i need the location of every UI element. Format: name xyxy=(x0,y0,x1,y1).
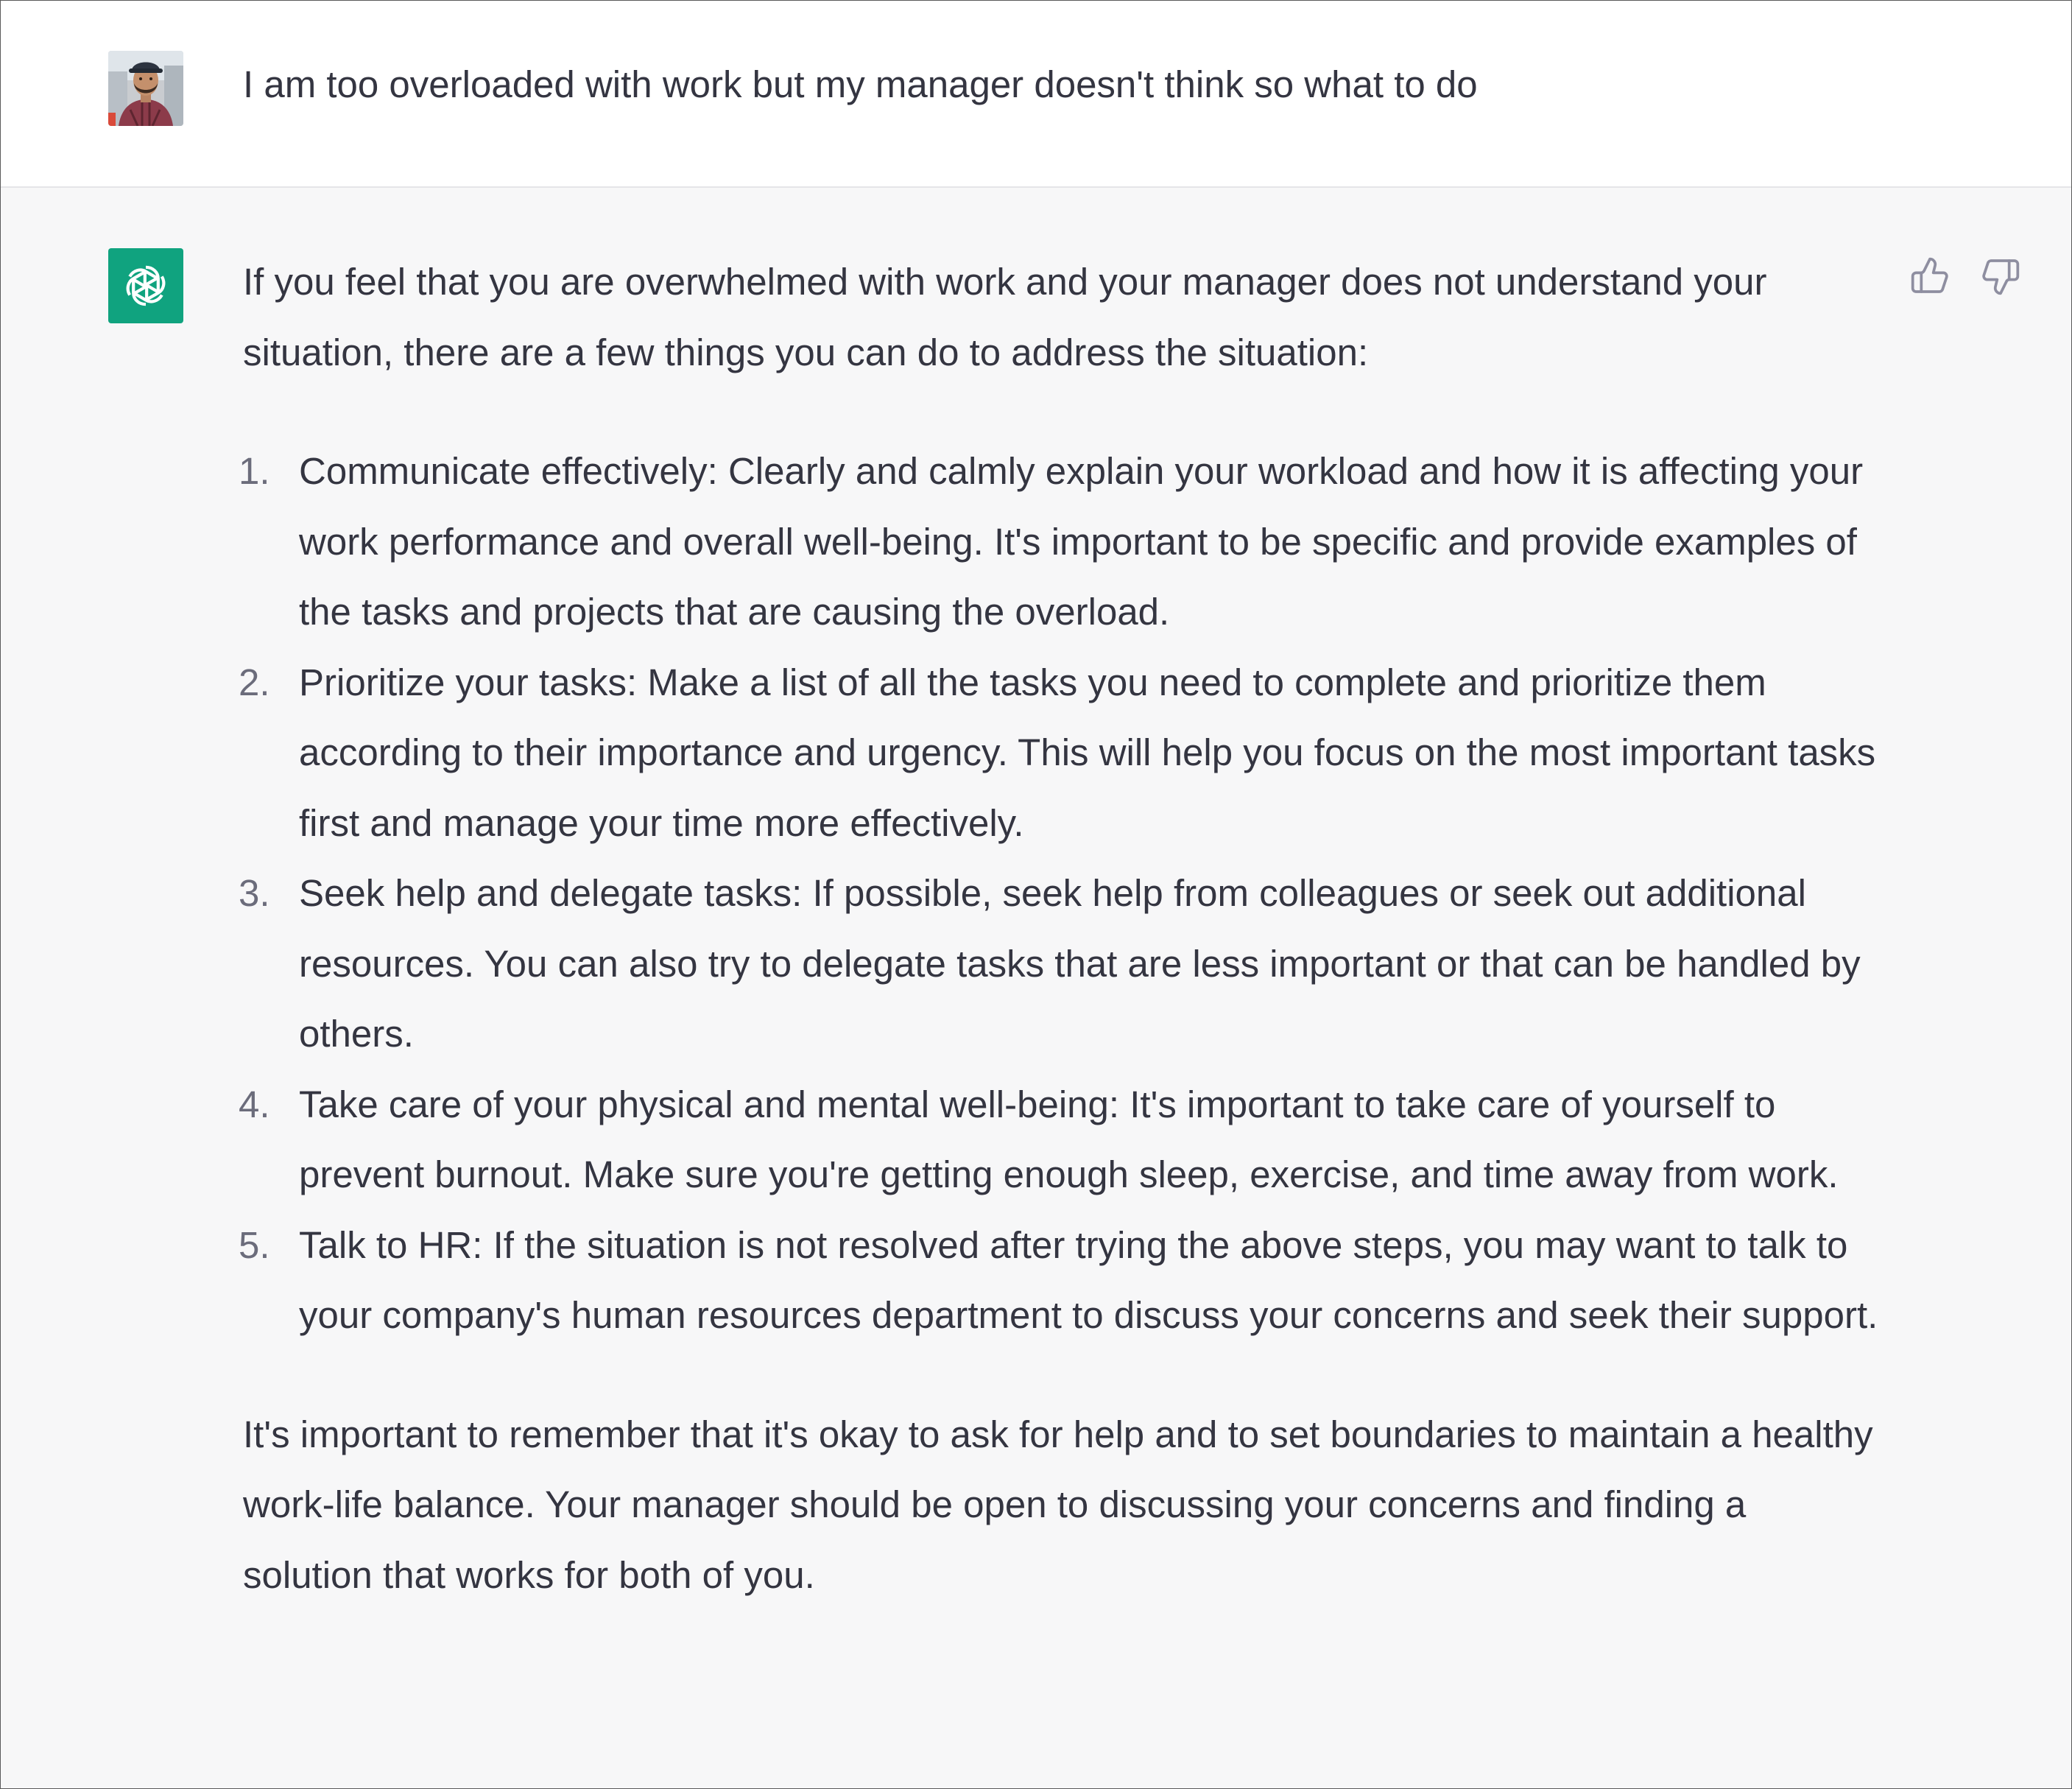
user-message-text: I am too overloaded with work but my manager doesn't think so what to do xyxy=(243,63,1478,105)
thumbs-up-button[interactable] xyxy=(1909,256,1951,297)
assistant-closing: It's important to remember that it's okay to ask for help and to set boundaries to maintain a healthy work-life balance. Your manager should be open to discussing your concerns and finding a solution that works for both of you. xyxy=(243,1413,1873,1596)
assistant-intro: If you feel that you are overwhelmed with work and your manager does not understand your situation, there are a few things you can do to address the situation: xyxy=(243,261,1767,373)
list-item-number: 4. xyxy=(239,1083,270,1125)
list-item xyxy=(239,858,1885,1069)
assistant-message-content xyxy=(239,247,1885,1610)
list-item-number: 5. xyxy=(239,1223,270,1266)
list-item-number: 2. xyxy=(239,661,270,703)
user-message-row xyxy=(1,1,2071,188)
thumbs-down-button[interactable] xyxy=(1980,256,2021,297)
list-item xyxy=(239,436,1885,647)
user-photo-avatar-icon xyxy=(108,51,183,126)
list-item-number: 3. xyxy=(239,872,270,914)
user-avatar xyxy=(108,51,183,126)
assistant-message-row xyxy=(1,188,2071,1788)
list-item-text: Communicate effectively: Clearly and calmly explain your workload and how it is affecting your work performance and overall well-being. It's important to be specific and provide examples of the tasks and projects that are causing the overload. xyxy=(299,450,1864,633)
list-item xyxy=(239,1210,1885,1351)
list-item-text: Talk to HR: If the situation is not resolved after trying the above steps, you may want to talk to your company's human resources department to discuss your concerns and seek their support. xyxy=(299,1223,1878,1336)
list-item xyxy=(239,1069,1885,1210)
list-item-text: Seek help and delegate tasks: If possible, seek help from colleagues or seek out additional resources. You can also try to delegate tasks that are less important or that can be handled by others. xyxy=(299,872,1861,1055)
openai-logo-icon xyxy=(120,260,172,312)
list-item-text: Take care of your physical and mental well-being: It's important to take care of yourself to prevent burnout. Make sure you're getting enough sleep, exercise, and time away from work. xyxy=(299,1083,1839,1195)
steps-list xyxy=(239,436,1885,1351)
thumbs-down-icon xyxy=(1980,256,2021,297)
list-item xyxy=(239,647,1885,859)
list-item-number: 1. xyxy=(239,450,270,492)
thumbs-up-icon xyxy=(1909,256,1951,297)
assistant-avatar xyxy=(108,248,183,323)
list-item-text: Prioritize your tasks: Make a list of all the tasks you need to complete and prioritize them according to their importance and urgency. This will help you focus on the most important tasks first and manage your time more effectively. xyxy=(299,661,1876,844)
